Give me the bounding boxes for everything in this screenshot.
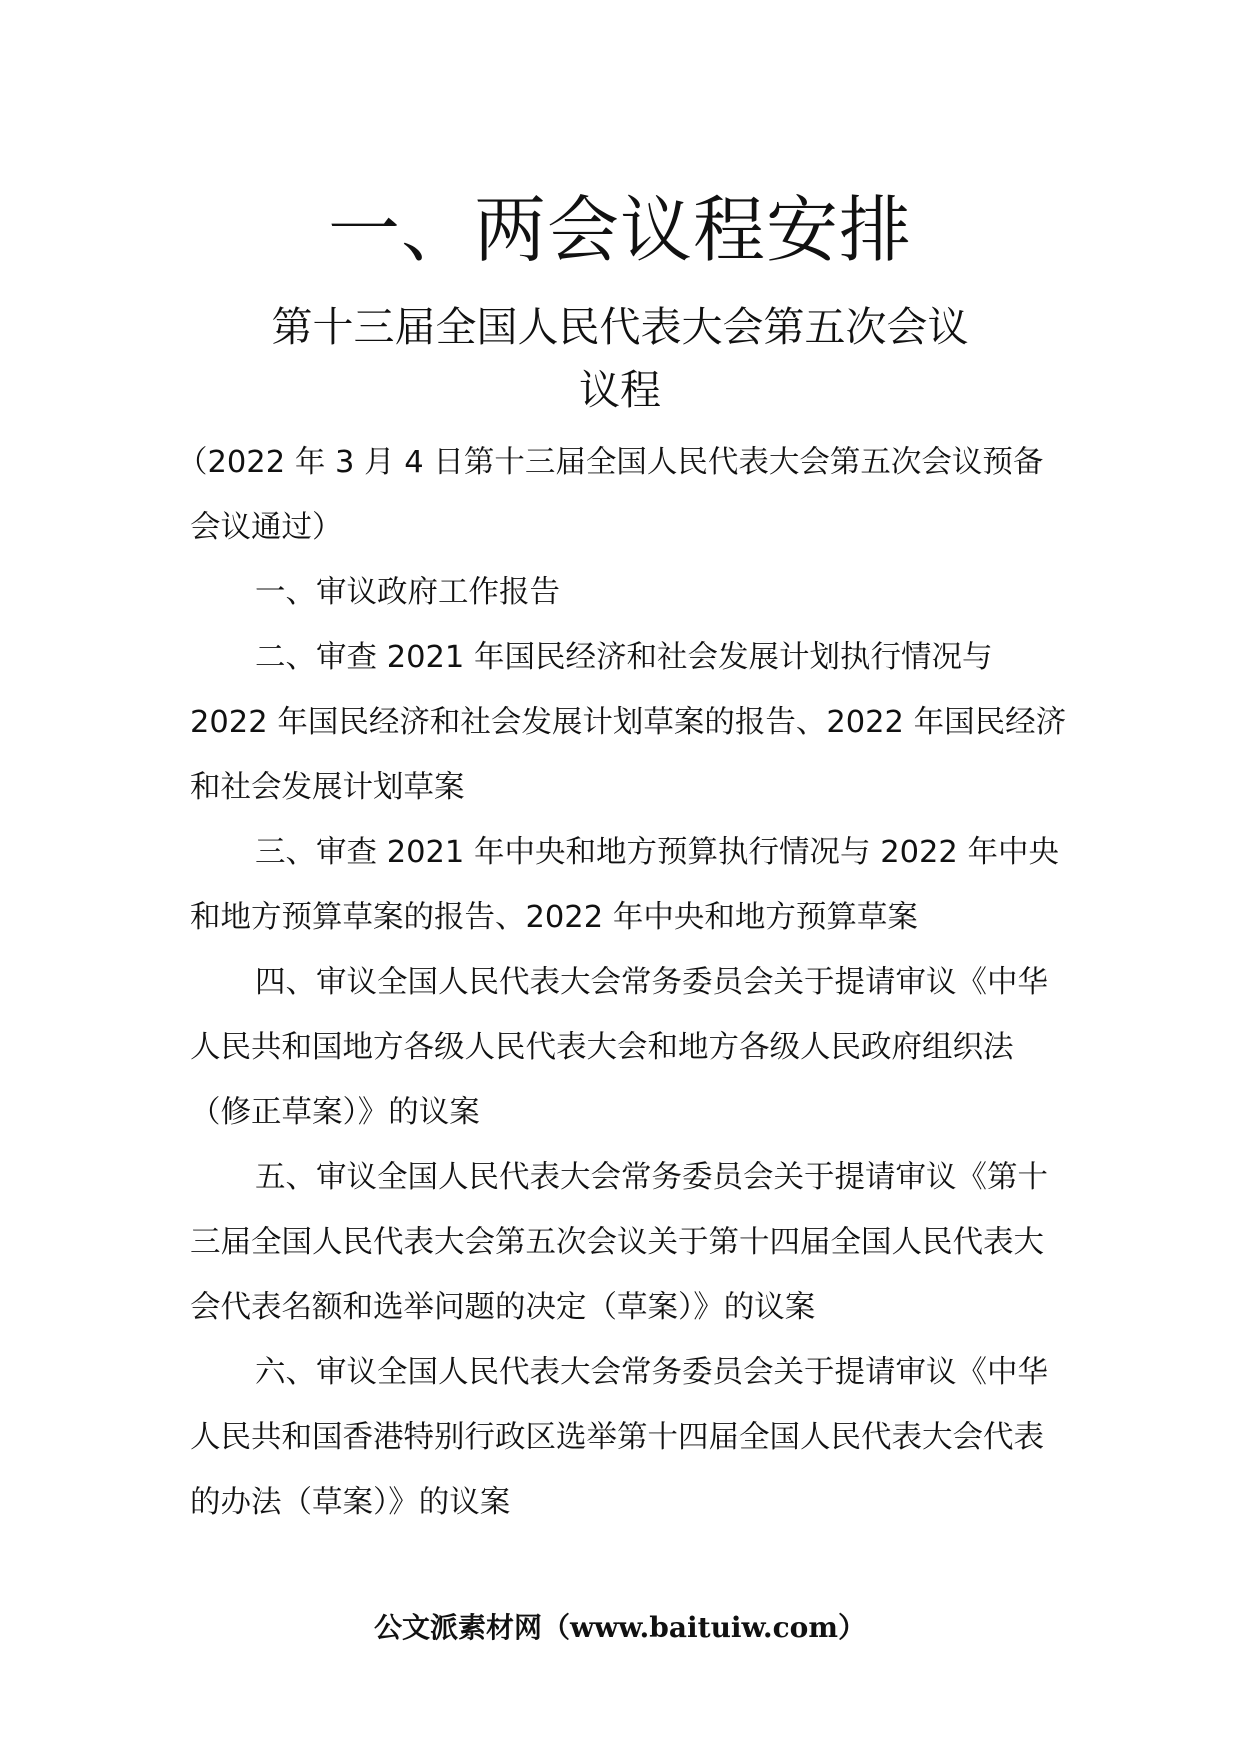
agenda-item-5: 五、审议全国人民代表大会常务委员会关于提请审议《第十三届全国人民代表大会第五次会议关于第十四届全国人民代表大会代表名额和选举问题的决定（草案）》的议案	[190, 1160, 1048, 1325]
agenda-item-6: 六、审议全国人民代表大会常务委员会关于提请审议《中华人民共和国香港特别行政区选举第十四届全国人民代表大会代表的办法（草案）》的议案	[190, 1355, 1048, 1520]
website-footer: 公文派素材网（www.baituiw.com）	[374, 1611, 866, 1644]
agenda-item-4: 四、审议全国人民代表大会常务委员会关于提请审议《中华人民共和国地方各级人民代表大会和地方各级人民政府组织法（修正草案）》的议案	[190, 965, 1048, 1130]
agenda-item-2: 二、审查 2021 年国民经济和社会发展计划执行情况与 2022 年国民经济和社会发展计划草案的报告、2022 年国民经济和社会发展计划草案	[190, 640, 1067, 805]
adoption-note: （2022 年 3 月 4 日第十三届全国人民代表大会第五次会议预备会议通过）	[177, 445, 1044, 545]
document-title: 一、两会议程安排	[327, 188, 912, 272]
agenda-subtitle-line-2: 议程	[579, 366, 661, 414]
agenda-body	[177, 430, 1070, 1535]
agenda-subtitle-line-1: 第十三届全国人民代表大会第五次会议	[271, 303, 969, 351]
agenda-item-3: 三、审查 2021 年中央和地方预算执行情况与 2022 年中央和地方预算草案的报告、2022 年中央和地方预算草案	[190, 835, 1060, 935]
agenda-item-1: 一、审议政府工作报告	[255, 575, 560, 610]
